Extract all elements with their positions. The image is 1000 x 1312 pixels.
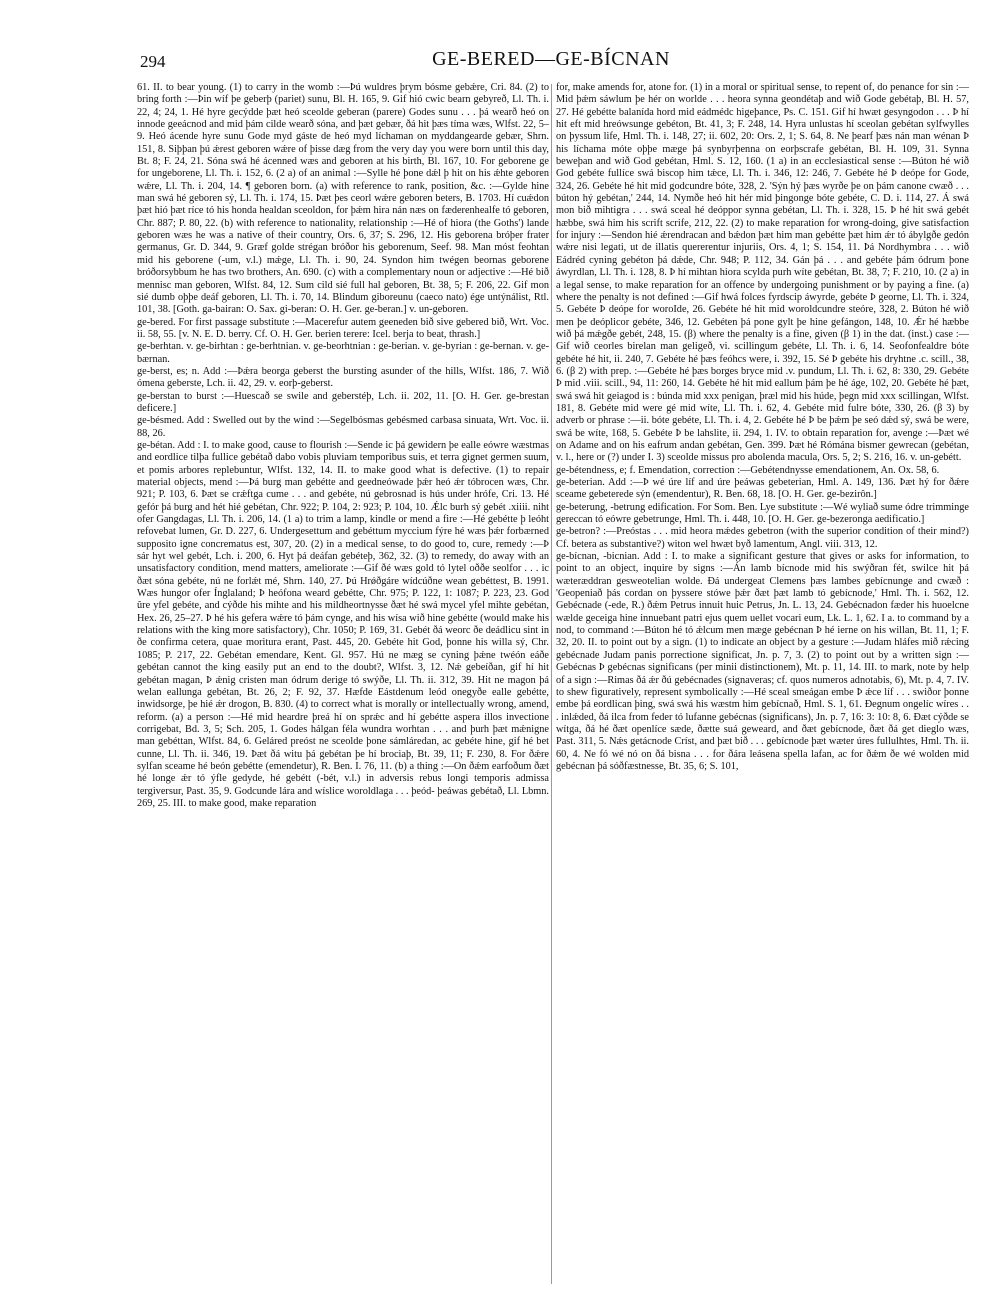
page-header bbox=[136, 46, 966, 76]
page-number: 294 bbox=[140, 52, 166, 71]
entry-paragraph: ge-bétan. Add : I. to make good, cause to flourish :—Sende ic þá gewidern þe ealle eówre wæstmas and eordlice tilþa fullice gebétað dabo vobis pluviam temporibus suis, et terra gignet germen suum, et pomis arbores replebuntur, Wlfst. 132, 14. II. to make good what is defective. (1) to repair material objects, mend :—Þá burg man gebétte and geedneówade þǽr heó ǽr tóbrocen wæs, Chr. 921; P. 103, 6. Þæt se crǽftga cume . . . and gebéte, nú gebrosnad is hús under hrófe, Cri. 13. Hé gefór þá burg and hét hié gebétan, Chr. 922; P. 104, 2: 923; P. 104, 10. Ǽlc burh sý gebét .xiiii. niht ofer Gangdagas, Ll. Th. i. 206, 14. (1 a) to trim a lamp, kindle or mend a fire :—Hé gebétte þ leóht refovebat lumen, Gr. D. 227, 6. Undergesettum and gebéttum myccium fýre hé wæs þǽr forbærned supposito igne concrematus est, 307, 20. (2) in a medical sense, to do good to, cure, remedy :—Þ sár hyt wel gebét, Lch. i. 200, 6. Hyt þá deáfan gebéteþ, 362, 32. (3) to remedy, do away with an unsatisfactory condition, mend matters, ameliorate :—Gif ðé wæs gold tó lytel oððe seolfor . . . ic ðæt sóna gebéte, nú ne forlǽt mé, Shrn. 140, 27. Þú Hrǿðgáre wídcúðne wean gebéttest, B. 1991. Wæs hungor ofer Ínglaland; Þ heófona weard gebétte, Chr. 975; P. 122, 1: 1087; P. 223, 23. God ûre yfel gebéte, and cýðde his mihte and his mildheortnysse ðæt hé swá mycel yfel mihte gebétan, Hex. 26, 25–27. Þ hé his gefera wǽre tó þám cynge, and his wísa wið hine gebétte (would make his relations with the king more satisfactory), Chr. 1050; P. 169, 31. Gebét ðá weorc ðe deádlicu sint in ðe confirma cetera, quae moritura erant, Past. 445, 20. Gebéte hit God, þonne his willa sý, Chr. 1085; P. 217, 22. Gebétan emendare, Kent. Gl. 957. Hú ne mæg se cyning þǽne twéón eáðe gebétan cannot the king easily put an end to the doubt?, Wlfst. 3, 12. Nǽ gebeíðan, gif hí hit gebétan magan, Þ ǽnig cristen man ódrum derige tó swýðe, Ll. Th. ii. 312, 39. Hit ne magon þá welan eallunga gebétan, Bt. 26, 2; F. 92, 37. Hæfde Eástdenum leód onegyðe ealle gebétte, inwidsorge, þe hié ǽr drogon, B. 830. (4) to correct what is morally or intellectually wrong, amend, reform. (a) a person :—Hé mid heardre þreá hí on sprǽc and hí gebétte aspera illos invectione corrigebat, Bd. 3, 5; Sch. 205, 1. Godes hálgan féla wundra worhtan . . . and þurh þæt mǽnigne man gebéttan, Wlfst. 84, 6. Geláred preóst ne sceolde þone sámláredan, ac gebéte hine, gif hé bet cunne, Ll. Th. ii. 346, 19. Þæt ðá witu þá gebétan þe hí brociaþ, Bt. 39, 11; F. 230, 8. For ðǽre sylfan sceame hé beón gebétte (emendetur), R. Ben. I. 76, 11. (b) a thing :—On ðǽm earfoðum ðæt hé longe ǽr tó ýfle gedyde, hé gebétt (-bét, v.l.) in adversis rebus longi temporis admissa tergiversur, Past. 35, 9. Godcunde lára and wíslice woroldlaga . . . þeód- þeáwas gebétað, Ll. Lbmn. 269, 25. III. to make good, make reparation bbox=[137, 439, 549, 809]
entry-paragraph: ge-berhtan. v. ge-birhtan : ge-berhtnian. v. ge-beorhtnian : ge-berian. v. ge-byrian : ge-bernan. v. ge-bærnan. bbox=[137, 341, 549, 365]
entry-paragraph: ge-berst, es; n. Add :—Þǽra beorga geberst the bursting asunder of the hills, Wlfst. 186, 7. Wið ómena geberste, Lch. ii. 42, 29. v. eorþ-geberst. bbox=[137, 365, 549, 390]
right-column bbox=[556, 82, 969, 1287]
entry-paragraph: ge-bésmed. Add : Swelled out by the wind :—Segelbósmas gebésmed carbasa sinuata, Wrt. Voc. ii. 88, 26. bbox=[137, 415, 549, 439]
entry-paragraph: ge-bétendness, e; f. Emendation, correction :—Gebétendnysse emendationem, An. Ox. 58, 6. bbox=[556, 464, 940, 476]
entry-paragraph: ge-betron? :—Preóstas . . . mid heora mǽdes gebetron (with the superior condition of their mind?) Cf. betera as substantive?) witon wel hwæt byð lamentum, Angl. viii. 313, 12. bbox=[556, 526, 969, 550]
entry-paragraph: ge-beterian. Add :—Þ wé úre líf and úre þeáwas gebeterian, Hml. A. 149, 136. Þæt hý for ðǽre sceame gebeterede sýn (emendentur), R. Ben. 68, 18. [O. H. Ger. ge-bezirôn.] bbox=[556, 477, 969, 501]
column-divider bbox=[551, 84, 552, 1284]
left-column bbox=[137, 82, 549, 1287]
entry-paragraph: ge-beterung, -betrung edification. For Som. Ben. Lye substitute :—Wé wyliað sume ódre trimminge gereccan tó eówre gebetrunge, Hml. Th. i. 448, 10. [O. H. Ger. ge-bezeronga aedificatio.] bbox=[556, 501, 969, 526]
entry-paragraph: ge-bered. For first passage substitute :—Macerefur autem geeneden bið sive gebered bið, Wrt. Voc. ii. 58, 55. [v. N. E. D. berry. Cf. O. H. Ger. berien terere: Icel. berja to beat, thrash.] bbox=[137, 316, 549, 340]
entry-paragraph: 61. II. to bear young. (1) to carry in the womb :—Þú wuldres þrym bósme gebǽre, Cri. 84. (2) to bring forth :—Þin wíf þe geberþ (pariet) sunu, Bl. H. 165, 9. Gif hió cwic bearn gebyreð, Ll. Th. i. 22, 4; 24, 1. Hé hyre gecýdde þæt heó sceolde geberan (parere) Godes sunu . . . þá wearð heó on innode geeácnod and mid þám cilde wearð sóna, and þæt gebær, ðá hit þæs tíma wæs, Wlfst. 22, 5–9. Heó ácende hyre sunu Gode myd gáste de heó myd líchaman on myddangearde gebær, Shrn. 151, 8. Siþþan þú ǽrest geboren wǽre of þisse dæg from the very day you were born until this day, Bt. 8; F. 24, 21. Sóna swá hé ácenned wæs and geboren at his birth, Bl. 167, 10. For geborene ge for ungeborene, Ll. Th. i. 152, 6. (2 a) of an animal :—Sylle hé þone dǽl þ hit on his ǽhte geboren wǽre, Ll. Th. i. 204, 14. ¶ geboren born. (a) with reference to rank, position, &c. :—Gylde hine man swá hé geboren sý, Ll. Th. i. 174, 15. Þæt þes ceorl wǽre geboren beters, B. 1703. Hí cuǽdon þæt hió þæt ríce tó his honda healdan sceoldon, for þǽm hira nán næs on fæderenhealfe tó geboren, Chr. 887; P. 80, 22. (b) with reference to nationality, relationship :—Hé of hiora (the Goths') lande geboren wæs he was a native of their country, Ors. 6, 37; S. 296, 12. His geborena bróþer frater germanus, Gr. D. 344, 9. Græf golde strégan bróðor his geborenum, Seef. 98. Man móst feohtan mid his geborene (-um, v.l.) mǽge, Ll. Th. i. 90, 24. Syndon him twégen beornas geborene bróðorsybbum he has two brothers, An. 690. (c) with a complementary noun or adjective :—Hé bið mennisc man geboren, Wlfst. 84, 12. Sum cild sié full hal geboren, Bt. 38, 5; F. 206, 22. Gif mon sié dumb oþþe deáf geboren, Ll. Th. i. 70, 14. Blindum giboreunu (caeco nato) ége untýnálist, Rtl. 101, 38. [Goth. ga-bairan: O. Sax. gi-beran: O. H. Ger. ge-beran.] v. un-geboren. bbox=[137, 82, 549, 316]
entry-paragraph: ge-bícnan, -bicnian. Add : I. to make a significant gesture that gives or asks for information, to point to an object, inquire by signs :—Án lamb bícnode mid his swýðran fét, swilce hit þá wæteræddran gesweotelian wolde. Ðá undergeat Clemens þæs lambes gebícnunge and cwæð : 'Geopeniað þás cordan on þyssere stówe þǽr ðæt þæt lamb tó gebícnode,' Hml. Th. i. 562, 12. Gebécnade (-ede, R.) ðǽm Petrus innuit huic Petrus, Jn. L. 13, 24. Gebécnadon fæder his huoelcne wælde geceiga hine innuebant patri ejus quem uellet vocari eum, Lk. L. 1, 62. I a. to command by a nod, to command :—Búton hé tó ǽlcum men mæge gebécnan Þ hé ierne on his willan, Bt. 11, 1; F. 32, 20. II. to point out by a sign. (1) to indicate an object by a gesture :—Judam hláfes mið rǽcing gebécnade Judam panis porrectione significat, Jn. p. 7, 3. (2) to point out by a written sign :—Gebécnas Þ gebécnas significans (per minii distinctionem), Mt. p. 11, 14. III. to mark, note by help of a sign :—Rimas ðá ǽr ðú gebécnades (signaveras; cf. quos numeros adnotabis, 6), Mt. p. 4, 7. IV. to shew figuratively, represent symbolically :—Hé sceal smeágan embe Þ ǽce líf . . . swiðor þonne embe þá eordlican þing, swá swá his wæstm him gebícnað, Hml. S. 1, 61. Ðegnum ongelíc wíres . . . inlǽded, ðá ilca from feder tó lufanne gebécnas (significans), Jn. p. 7, 16: 3: 10: 8, 6. Ðæt cýðde se wítga, ðá hé ðæt openlíce sæde, ðætte suá geweard, and ðæt gebícnode, ðæt ðá get dieglo wæs, Past. 311, 5. Nǽs getácnode Críst, and þæt bið . . . gebícnode þæt wæter úres fullulhtes, Hml. Th. ii. 60, 4. Ne fó wé nó on ðá bisna . . . for ðára leásena spella lafan, ac for ðǽm ðe wé wolden mid gebécnan þá sóðfæstnesse, Bt. 35, 6; S. 101, bbox=[556, 551, 969, 772]
entry-paragraph: ge-berstan to burst :—Huescað se swile and geberstéþ, Lch. ii. 202, 11. [O. H. Ger. ge-brestan deficere.] bbox=[137, 390, 549, 414]
entry-paragraph: for, make amends for, atone for. (1) in a moral or spiritual sense, to repent of, do penance for sin :—Mid þǽm sáwlum þe hér on worlde . . . heora synna geondétaþ and wið Gode gebétaþ, Bl. H. 57, 27. Hé gebétte balanída hord mid eádmédc higeþance, Ps. C. 151. Gif hí hwæt gesyngodon . . . Þ hí hit eft mid hreówsunge gebéton, Bt. 41, 3; F. 248, 14. Hyra unlustas hí sceolan gebétan sylfwylles on þyssum life, Hml. Th. i. 148, 27; ii. 602, 20: Ors. 2, 1; S. 64, 8. Ne þearf þæs nán man wénan Þ his líchama móte oþþe mæge þá synbyrþenna on eorþscrafe gebétan, Bl. H. 109, 31. Synna beweþan and wið God gebétan, Hml. S. 12, 160. (1 a) in an ecclesiastical sense :—Búton hé wið God gebéte fullíce swá biscop him tǽce, Ll. Th. i. 346, 12: 246, 7. Gebéte hé Þ deópe for Gode, 324, 26. Gebéte hé hit mid godcundre bóte, 328, 2. 'Sýn hý þæs wyrðe þe on þám canone cwæð . . . búton hý gebétan,' 244, 14. Nymðe heó hit hér mid þingonge bóte gebéte, C. D. i. 114, 27. Á swá mon bið mihtigra . . . swá sceal hé deóppor synna gebétan, Ll. Th. i. 328, 15. Þ hé hit swá gebét hæbbe, swá him his scrift scrife, 212, 22. (2) to make reparation for wrong-doing, give satisfaction for injury :—Sendon hié ǽrendracan and bǽdon þæt him man gebétte þæt him ǽr tó ábylgðe gedón wǽre nisi legati, ut de illatis quererentur injuriis, Ors. 4, 1; S. 154, 11. Þá Nordhymbra . . . wið Eádréd cyning gebéton þá dǽde, Chr. 948; P. 112, 34. Gán þá . . . and gebéte þám ódrum þone áwyrdlan, Ll. Th. i. 128, 8. Þ hí mihtan hiora scylda purh wíte gebétan, Bt. 38, 7; F. 210, 10. (2 a) in a legal sense, to make reparation for an offence by undergoing punishment or by paying a fine. (a) where the penalty is not defined :—Gif hwá folces fyrdscip áwyrde, gebéte Þ georne, Ll. Th. i. 324, 5. Gebéte Þ deópe for woroIde, 26. Gebéte hé hit mid woroldcundre steóre, 328, 2. Búton hé wið men þe deóplicor gebéte, 346, 12. Gebéten þá pone gylt þe hine gefángon, 148, 10. Ǽr hé hæbbe wið þá mǽgðe gebét, 248, 15. (β) where the penalty is a fine, given (β 1) in the dat. (inst.) case :—Gif wið ceorles birelan man geligeð, vi. scillingum gebéte, Ll. Th. i. 6, 14. Seofonfealdre bóte gebéte hé hit, ii. 240, 7. Gebéte hé þæs feóhcs were, i. 392, 15. Sé Þ gebéte his dryhtne .c. scill., 38, 6. (β 2) with prep. :—Gebéte hé þæs borges bryce mid .v. pundum, Ll. Th. i. 62, 8: 330, 29. Gebéte Þ mid .viii. scill., 94, 11: 260, 14. Gebéte hé hit mid eallum þám þe hé áge, 102, 20. Gebéte hé þæt, swá swá hit geiagod is : búnda mid xxx penigan, þræl mid his húde, þegn mid xxx scillingan, Wlfst. 181, 8. Gebéte mid were gé mid wíte, Ll. Th. i. 62, 4. Gebéte mid fulre bóte, 330, 26. (β 3) by adverb or phrase :—ii. bóte gebéte, Ll. Th. i. 4, 2. Gebéte hé Þ be þǽm þe seó dǽd sý, swá be were, swá be wíte, 168, 5. Gebéte Þ be lahslite, ii. 294, 1. IV. to obtain reparation for, avenge :—Þæt wé on Adame and on his eafrum andan gebétan, Gen. 399. Þæt hé Rómána bismer gewrecan (gebétan, v. l., here or (?) under I. 3) sceolde missus pro abolenda macula, Ors. 5, 2; S. 216, 16. v. un-gebétt. bbox=[556, 82, 969, 464]
running-title: GE-BERED—GE-BÍCNAN bbox=[432, 48, 670, 70]
